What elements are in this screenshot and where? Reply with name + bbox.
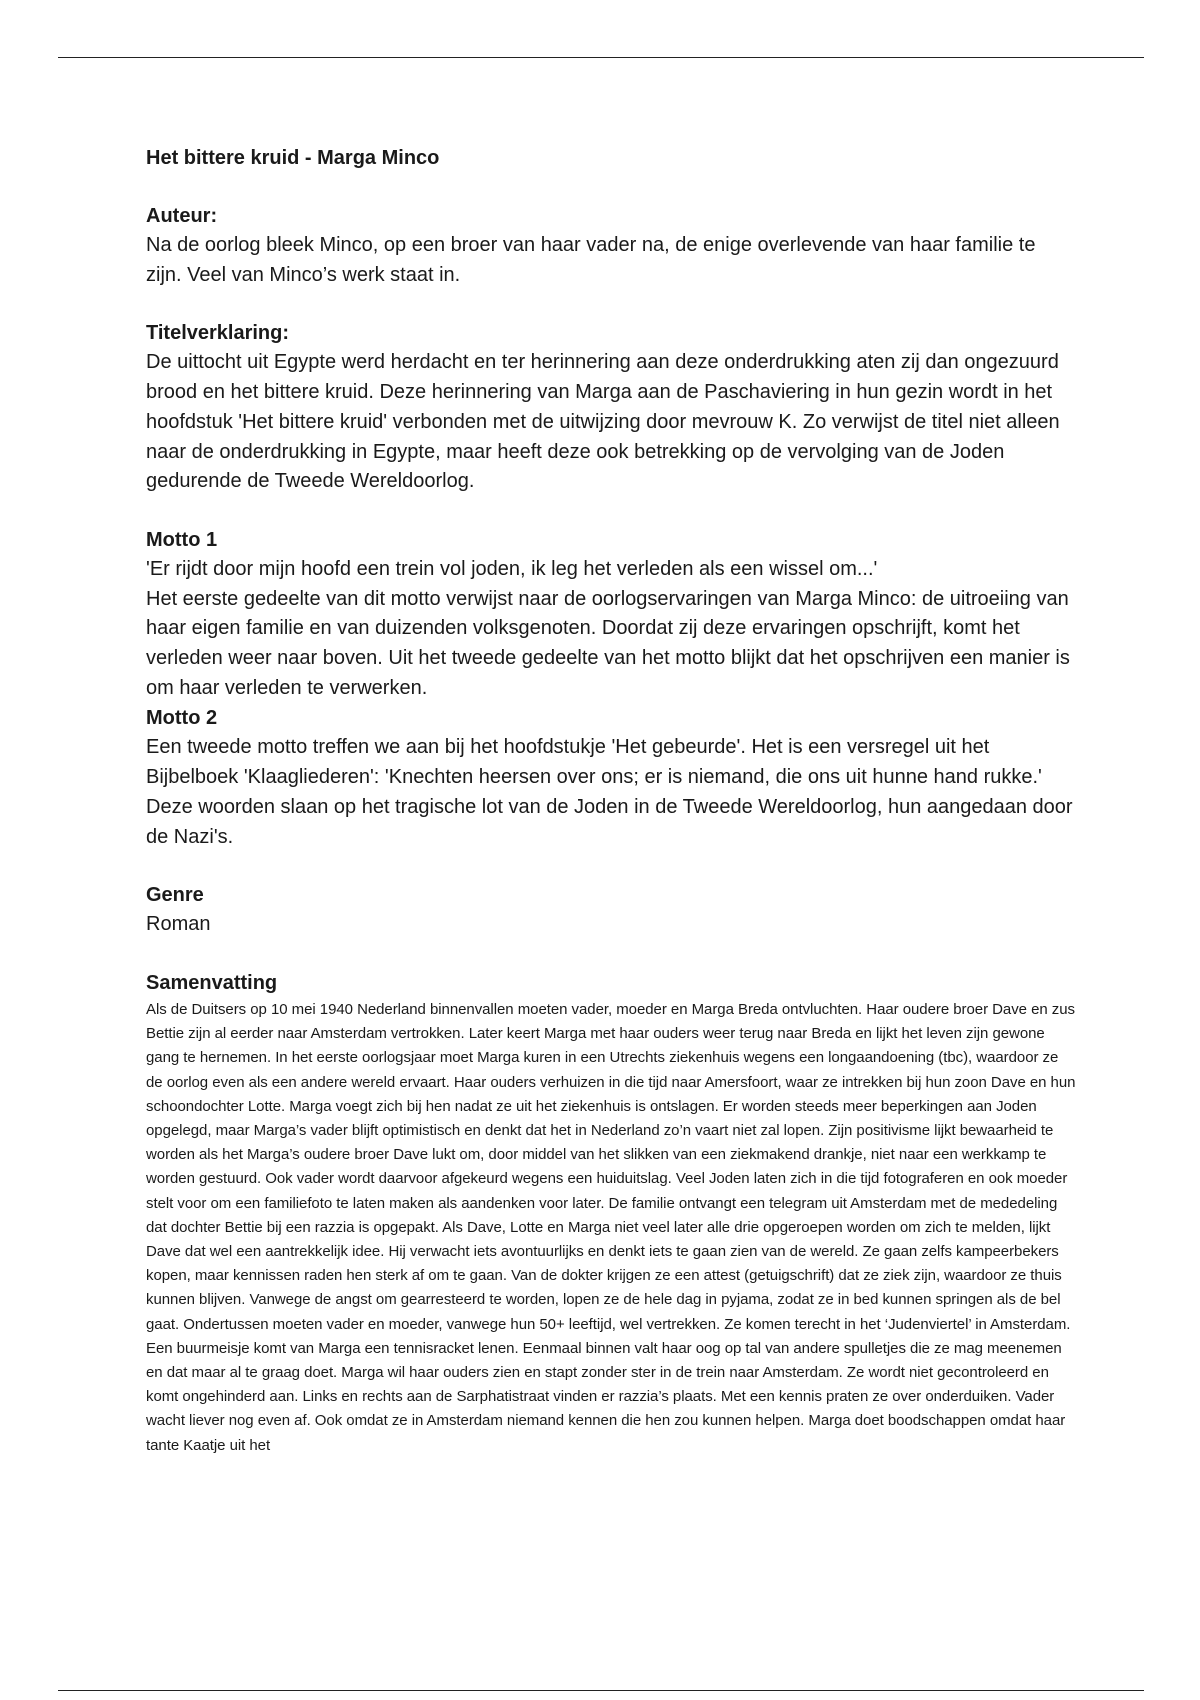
summary-text: Als de Duitsers op 10 mei 1940 Nederland binnenvallen moeten vader, moeder en Marga Breda ontvluchten. Haar oudere broer Dave en zus Bettie zijn al eerder naar Amsterdam vertrokken. Later keert Marga met haar ouders weer terug naar Breda en lijkt het leven zijn gewone gang te hernemen. In het eerste oorlogsjaar moet Marga kuren in een Utrechts ziekenhuis wegens een longaandoening (tbc), waardoor ze de oorlog even als een andere wereld ervaart. Haar ouders verhuizen in die tijd naar Amersfoort, waar ze intrekken bij hun zoon Dave en hun schoondochter Lotte. Marga voegt zich bij hen nadat ze uit het ziekenhuis is ontslagen. Er worden steeds meer beperkingen aan Joden opgelegd, maar Marga’s vader blijft optimistisch en denkt dat het in Nederland zo’n vaart niet zal lopen. Zijn positivisme lijkt bewaarheid te worden als het Marga’s oudere broer Dave lukt om, door middel van het slikken van een ziekmakend drankje, niet naar een werkkamp te worden gestuurd. Ook vader wordt daarvoor afgekeurd wegens een huiduitslag. Veel Joden laten zich in die tijd fotograferen en ook moeder stelt voor om een familiefoto te laten maken als aandenken voor later. De familie ontvangt een telegram uit Amsterdam met de mededeling dat dochter Bettie bij een razzia is opgepakt. Als Dave, Lotte en Marga niet veel later alle drie opgeroepen worden om zich te melden, lijkt Dave dat wel een aantrekkelijk idee. Hij verwacht iets avontuurlijks en denkt iets te gaan zien van de wereld. Ze gaan zelfs kampeerbekers kopen, maar kennissen raden hen sterk af om te gaan. Van de dokter krijgen ze een attest (getuigschrift) dat ze ziek zijn, waardoor ze thuis kunnen blijven. Vanwege de angst om gearresteerd te worden, lopen ze de hele dag in pyjama, zodat ze in bed kunnen springen als de bel gaat. Ondertussen moeten vader en moeder, vanwege hun 50+ leeftijd, wel vertrekken. Ze komen terecht in het ‘Judenviertel’ in Amsterdam. Een buurmeisje komt van Marga een tennisracket lenen. Eenmaal binnen valt haar oog op tal van andere spulletjes die ze mag meenemen en dat maar al te graag doet. Marga wil haar ouders zien en stapt zonder ster in de trein naar Amsterdam. Ze wordt niet gecontroleerd en komt ongehinderd aan. Links en rechts aan de Sarphatistraat vinden er razzia’s plaats. Met een kennis praten ze over onderduiken. Vader wacht liever nog even af. Ook omdat ze in Amsterdam niemand kennen die hen zou kunnen helpen. Marga doet boodschappen omdat haar tante Kaatje uit het — [146, 1000, 1076, 1454]
section-heading: Motto 1 — [146, 528, 218, 551]
document-page — [146, 143, 1076, 1458]
section-heading: Samenvatting — [146, 971, 278, 994]
section-text: De uittocht uit Egypte werd herdacht en ter herinnering aan deze onderdrukking aten zij dan ongezuurd brood en het bittere kruid. Deze herinnering van Marga aan de Paschaviering in hun gezin wordt in het hoofdstuk 'Het bittere kruid' verbonden met de uitwijzing door mevrouw K. Zo verwijst de titel niet alleen naar de onderdrukking in Egypte, maar heeft deze ook betrekking op de vervolging van de Joden gedurende de Tweede Wereldoorlog. — [146, 351, 1060, 493]
section-heading: Genre — [146, 884, 204, 907]
section-text: Het eerste gedeelte van dit motto verwijst naar de oorlogservaringen van Marga Minco: de uitroeiing van haar eigen familie en van duizenden volksgenoten. Doordat zij deze ervaringen opschrijft, komt het verleden weer naar boven. Uit het tweede gedeelte van het motto blijkt dat het opschrijven een manier is om haar verleden te verwerken. — [146, 587, 1070, 699]
section-motto-2 — [146, 703, 1076, 852]
document-title: Het bittere kruid - Marga Minco — [146, 147, 440, 169]
section-text: Na de oorlog bleek Minco, op een broer van haar vader na, de enige overlevende van haar familie te zijn. Veel van Minco’s werk staat in. — [146, 234, 1036, 286]
footer-rule — [58, 1690, 1144, 1691]
section-heading: Motto 2 — [146, 707, 218, 730]
section-auteur — [146, 201, 1076, 290]
header-rule — [58, 57, 1144, 58]
motto-quote: 'Er rijdt door mijn hoofd een trein vol joden, ik leg het verleden als een wissel om...' — [146, 557, 878, 580]
section-motto-1 — [146, 525, 1076, 704]
section-text: Roman — [146, 913, 211, 936]
section-samenvatting — [146, 968, 1076, 1458]
section-text: Een tweede motto treffen we aan bij het hoofdstukje 'Het gebeurde'. Het is een versregel uit het Bijbelboek 'Klaagliederen': 'Knechten heersen over ons; er is niemand, die ons uit hunne hand rukke.' Deze woorden slaan op het tragische lot van de Joden in de Tweede Wereldoorlog, hun aangedaan door de Nazi's. — [146, 736, 1073, 848]
section-heading: Titelverklaring: — [146, 322, 290, 345]
section-titelverklaring — [146, 318, 1076, 497]
section-genre — [146, 880, 1076, 940]
section-heading: Auteur: — [146, 205, 218, 227]
